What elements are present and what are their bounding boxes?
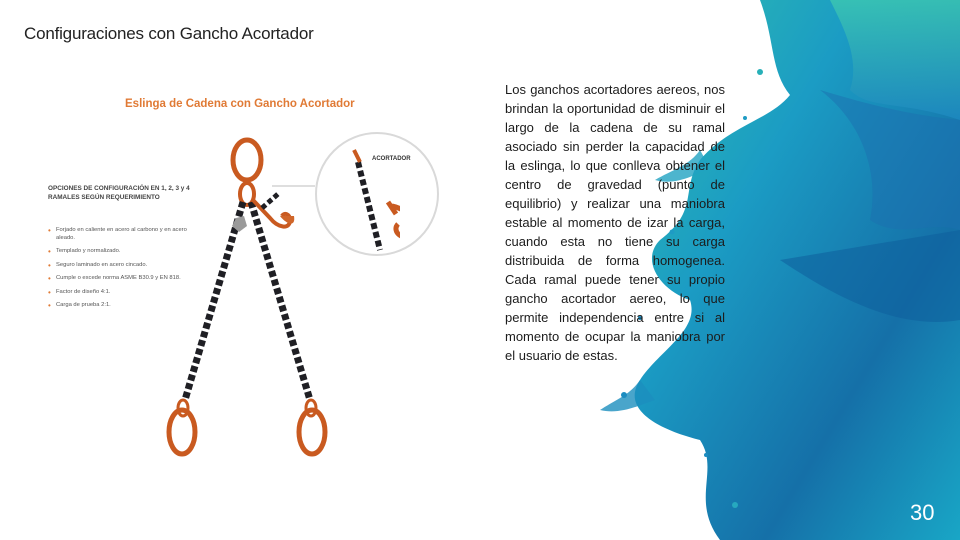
chain-sling-illustration xyxy=(40,90,400,480)
page-number: 30 xyxy=(910,500,935,525)
figure-title: Eslinga de Cadena con Gancho Acortador xyxy=(125,98,355,110)
list-item: • Cumple o excede norma ASME B30.9 y EN 818. xyxy=(48,275,198,283)
right-chain-leg xyxy=(251,202,325,454)
list-item: • Templado y normalizado. xyxy=(48,248,198,256)
product-figure xyxy=(40,90,411,480)
master-link xyxy=(233,140,261,205)
list-item: • Factor de diseño 4:1. xyxy=(48,289,198,297)
callout-label: ACORTADOR xyxy=(372,156,411,162)
left-chain-leg xyxy=(169,202,243,454)
list-item: • Forjado en caliente en acero al carbono y en acero aleado. xyxy=(48,227,198,242)
list-item: • Seguro laminado en acero cincado. xyxy=(48,262,198,270)
body-paragraph: Los ganchos acortadores aereos, nos brindan la oportunidad de disminuir el largo de la cadena de su ramal asociado sin perder la capacidad de la eslinga, lo que conlleva obtener el centro de gravedad (punto de equilibrio) y realizar una maniobra estable al momento de izar la carga, cuando esta no tiene su carga distribuida de forma homogenea. Cada ramal puede tener su propio gancho acortador aereo, lo que permite independencia entre si al momento de ocupar la maniobra por el usuario de estas. xyxy=(505,82,725,363)
options-heading: OPCIONES DE CONFIGURACIÓN EN 1, 2, 3 y 4 RAMALES SEGÚN REQUERIMIENTO xyxy=(48,185,190,201)
slide-title: Configuraciones con Gancho Acortador xyxy=(24,24,314,43)
list-item: • Carga de prueba 2:1. xyxy=(48,302,198,310)
callout-detail-hook xyxy=(354,150,400,250)
